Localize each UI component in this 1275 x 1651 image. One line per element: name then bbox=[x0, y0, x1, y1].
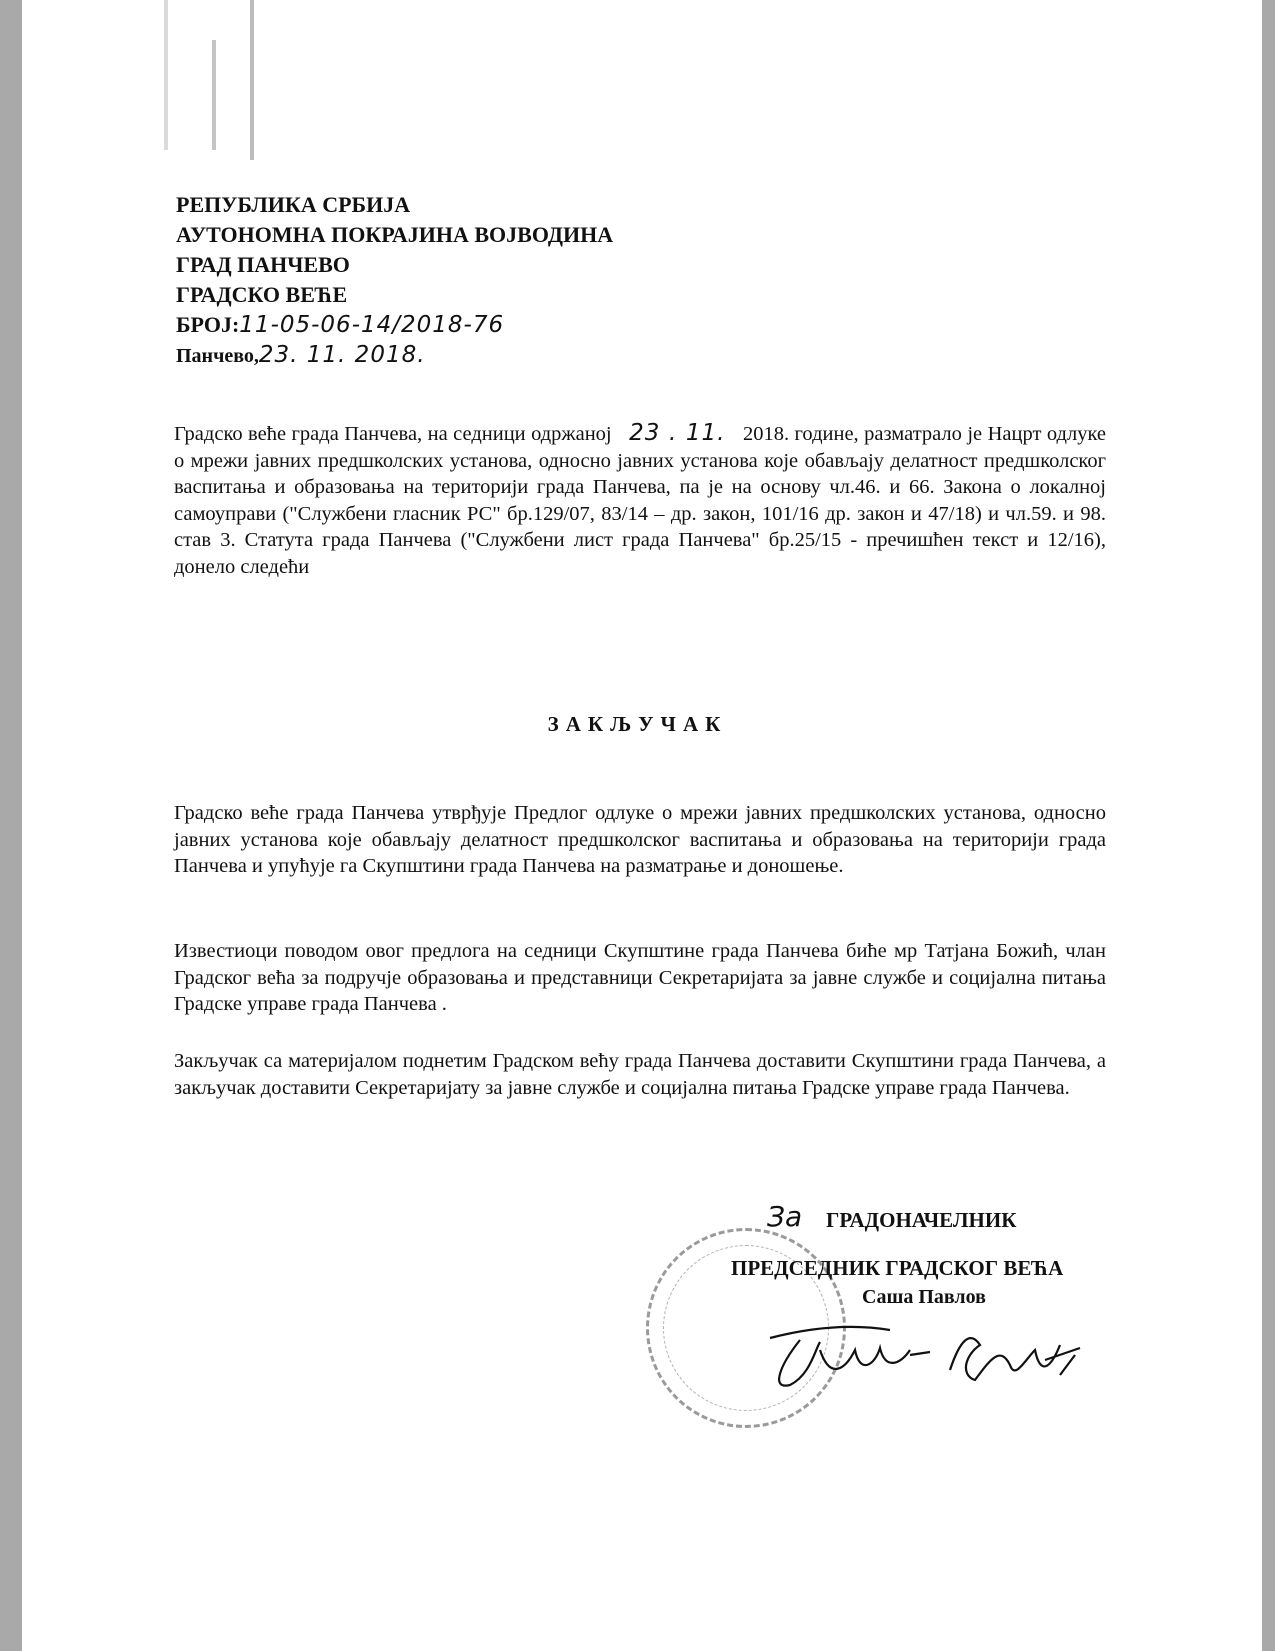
signature-prefix-handwritten: За bbox=[767, 1200, 803, 1233]
intro-text-rest: 2018. године, разматрало је Нацрт одлуке о мрежи јавних предшколских установа, односно јавних установа које обављају делатност предшколског васпитања и образовања на територији града Панчева, па је на основу чл.46. и 66. Закона о локалној самоуправи ("Службени гласник РС" бр.129/07, 83/14 – др. закон, 101/16 др. закон и 47/18) и чл.59. и 98. став 3. Статута града Панчева ("Службени лист града Панчева" бр.25/15 - пречишћен текст и 12/16), донело следећи bbox=[174, 423, 1106, 578]
header-place-date bbox=[176, 340, 613, 371]
handwritten-signature bbox=[760, 1320, 1090, 1400]
scan-artifact bbox=[212, 40, 216, 150]
body-paragraph-3: Закључак са материјалом поднетим Градском већу града Панчева доставити Скупштини града Панчева, а закључак доставити Секретаријату за јавне службе и социјална питања Градске управе града Панчева. bbox=[174, 1050, 1106, 1099]
session-date-handwritten: 23 . 11. bbox=[629, 420, 726, 446]
signature-role-mayor: ГРАДОНАЧЕЛНИК bbox=[826, 1208, 1017, 1232]
document-title: ЗАКЉУЧАК bbox=[547, 712, 728, 736]
body-paragraph-2: Известиоци поводом овог предлога на седници Скупштине града Панчева биће мр Татјана Божић, члан Градског већа за подручје образовања и представници Секретаријата за јавне службе и социјална питања Градске управе града Панчева . bbox=[174, 940, 1106, 1015]
signature-name: Саша Павлов bbox=[862, 1286, 986, 1308]
scan-artifact bbox=[250, 0, 254, 160]
signature-role-president: ПРЕДСЕДНИК ГРАДСКОГ ВЕЋА bbox=[731, 1256, 1064, 1280]
header-province: АУТОНОМНА ПОКРАЈИНА ВОЈВОДИНА bbox=[176, 222, 614, 247]
document-header bbox=[176, 190, 613, 371]
scan-artifact bbox=[164, 0, 168, 150]
date-value: 23. 11. 2018. bbox=[258, 342, 426, 368]
number-label: БРОЈ: bbox=[176, 312, 240, 337]
header-republic: РЕПУБЛИКА СРБИЈА bbox=[176, 192, 411, 217]
header-council: ГРАДСКО ВЕЋЕ bbox=[176, 282, 348, 307]
number-value: 11-05-06-14/2018-76 bbox=[239, 312, 505, 338]
intro-paragraph bbox=[174, 420, 1106, 580]
header-city: ГРАД ПАНЧЕВО bbox=[176, 252, 350, 277]
place-label: Панчево, bbox=[176, 345, 259, 367]
intro-text-start: Градско веће града Панчева, на седници одржаној bbox=[174, 423, 612, 445]
body-paragraph-1: Градско веће града Панчева утврђује Предлог одлуке о мрежи јавних предшколских установа, односно јавних установа које обављају делатност предшколског васпитања и образовања на територији града Панчева и упућује га Скупштини града Панчева на разматрање и доношење. bbox=[174, 802, 1106, 877]
header-number bbox=[176, 310, 613, 340]
